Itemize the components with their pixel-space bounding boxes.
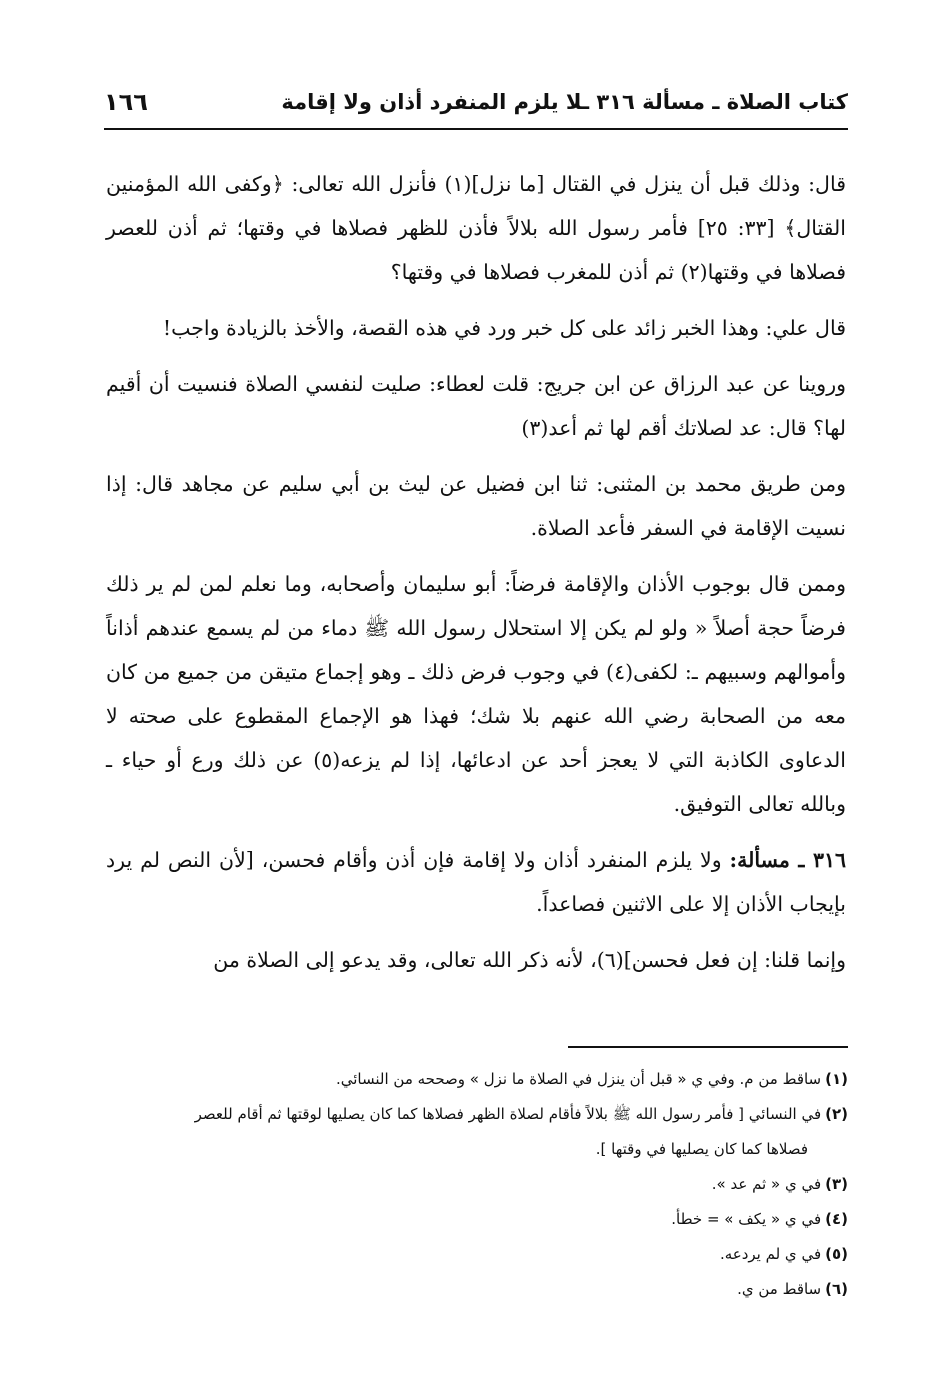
footnote bbox=[104, 1237, 848, 1272]
issue-text: ولا يلزم المنفرد أذان ولا إقامة فإن أذن وأقام فحسن، [لأن النص لم يرد بإيجاب الأذان إلا على الاثنين فصاعداً. bbox=[106, 848, 846, 916]
footnote bbox=[104, 1272, 848, 1307]
paragraph: وإنما قلنا: إن فعل فحسن](٦)، لأنه ذكر الله تعالى، وقد يدعو إلى الصلاة من bbox=[213, 948, 846, 972]
footnote-text: في النسائي [ فأمر رسول الله ﷺ بلالاً فأقام لصلاة الظهر فصلاها كما كان يصليها لوقتها ثم أقام للعصر bbox=[194, 1105, 822, 1123]
footnote bbox=[104, 1062, 848, 1097]
footnote-text: ساقط من م. وفي ي « قبل أن ينزل في الصلاة ما نزل » وصححه من النسائي. bbox=[335, 1070, 822, 1088]
footnote-number: (٣) bbox=[825, 1175, 848, 1193]
footnote-number: (٥) bbox=[825, 1245, 848, 1263]
footnote-continuation: فصلاها كما كان يصليها في وقتها ]. bbox=[595, 1140, 808, 1158]
paragraph: قال علي: وهذا الخبر زائد على كل خبر ورد في هذه القصة، والأخذ بالزيادة واجب! bbox=[162, 316, 846, 340]
paragraph: وممن قال بوجوب الأذان والإقامة فرضاً: أبو سليمان وأصحابه، وما نعلم لمن لم ير ذلك فرضاً حجة أصلاً « ولو لم يكن إلا استحلال رسول الله ﷺ دماء من لم يسمع عندهم أذاناً وأموالهم وسبيهم ـ: لكفى(٤) في وجوب فرض ذلك ـ وهو إجماع متيقن من جميع من كان معه من الصحابة رضي الله عنهم بلا شك؛ فهذا هو الإجماع المقطوع على صحته لا الدعاوى الكاذبة التي لا يعجز أحد عن ادعائها، إذا لم يزعه(٥) عن ذلك ورع أو حياء ـ وبالله تعالى التوفيق. bbox=[106, 572, 846, 816]
paragraph: قال: وذلك قبل أن ينزل في القتال [ما نزل](١) فأنزل الله تعالى: ﴿وكفى الله المؤمنين القتال﴾ [٣٣: ٢٥] فأمر رسول الله بلالاً فأذن للظهر فصلاها في وقتها؛ ثم أذن للعصر فصلاها في وقتها(٢) ثم أذن للمغرب فصلاها في وقتها؟ bbox=[106, 172, 846, 284]
paragraph: وروينا عن عبد الرزاق عن ابن جريج: قلت لعطاء: صليت لنفسي الصلاة فنسيت أن أقيم لها؟ قال: عد لصلاتك أقم لها ثم أعد(٣) bbox=[106, 372, 846, 440]
issue-paragraph bbox=[106, 838, 846, 926]
footnote-number: (٦) bbox=[825, 1280, 848, 1298]
main-text bbox=[106, 162, 846, 994]
paragraph: ومن طريق محمد بن المثنى: ثنا ابن فضيل عن ليث بن أبي سليم عن مجاهد قال: إذا نسيت الإقامة في السفر فأعد الصلاة. bbox=[106, 472, 846, 540]
page-number: ١٦٦ bbox=[104, 88, 148, 116]
footnotes bbox=[104, 1062, 848, 1307]
page-header bbox=[104, 84, 848, 120]
footnote bbox=[104, 1097, 848, 1132]
footnote bbox=[104, 1167, 848, 1202]
footnote-rule bbox=[568, 1046, 848, 1048]
footnote bbox=[104, 1202, 848, 1237]
footnote-number: (١) bbox=[825, 1070, 848, 1088]
footnote-number: (٢) bbox=[825, 1105, 848, 1123]
footnote-text: في ي « يكف » = خطأ. bbox=[671, 1210, 822, 1228]
footnote-text: في ي لم يردعه. bbox=[719, 1245, 822, 1263]
footnote-text: ساقط من ي. bbox=[737, 1280, 822, 1298]
running-title: كتاب الصلاة ـ مسألة ٣١٦ ـلا يلزم المنفرد أذان ولا إقامة bbox=[281, 90, 848, 114]
footnote-text: في ي « ثم عد ». bbox=[711, 1175, 822, 1193]
header-rule bbox=[104, 128, 848, 130]
issue-title: ٣١٦ ـ مسألة: bbox=[729, 848, 846, 872]
footnote-number: (٤) bbox=[825, 1210, 848, 1228]
